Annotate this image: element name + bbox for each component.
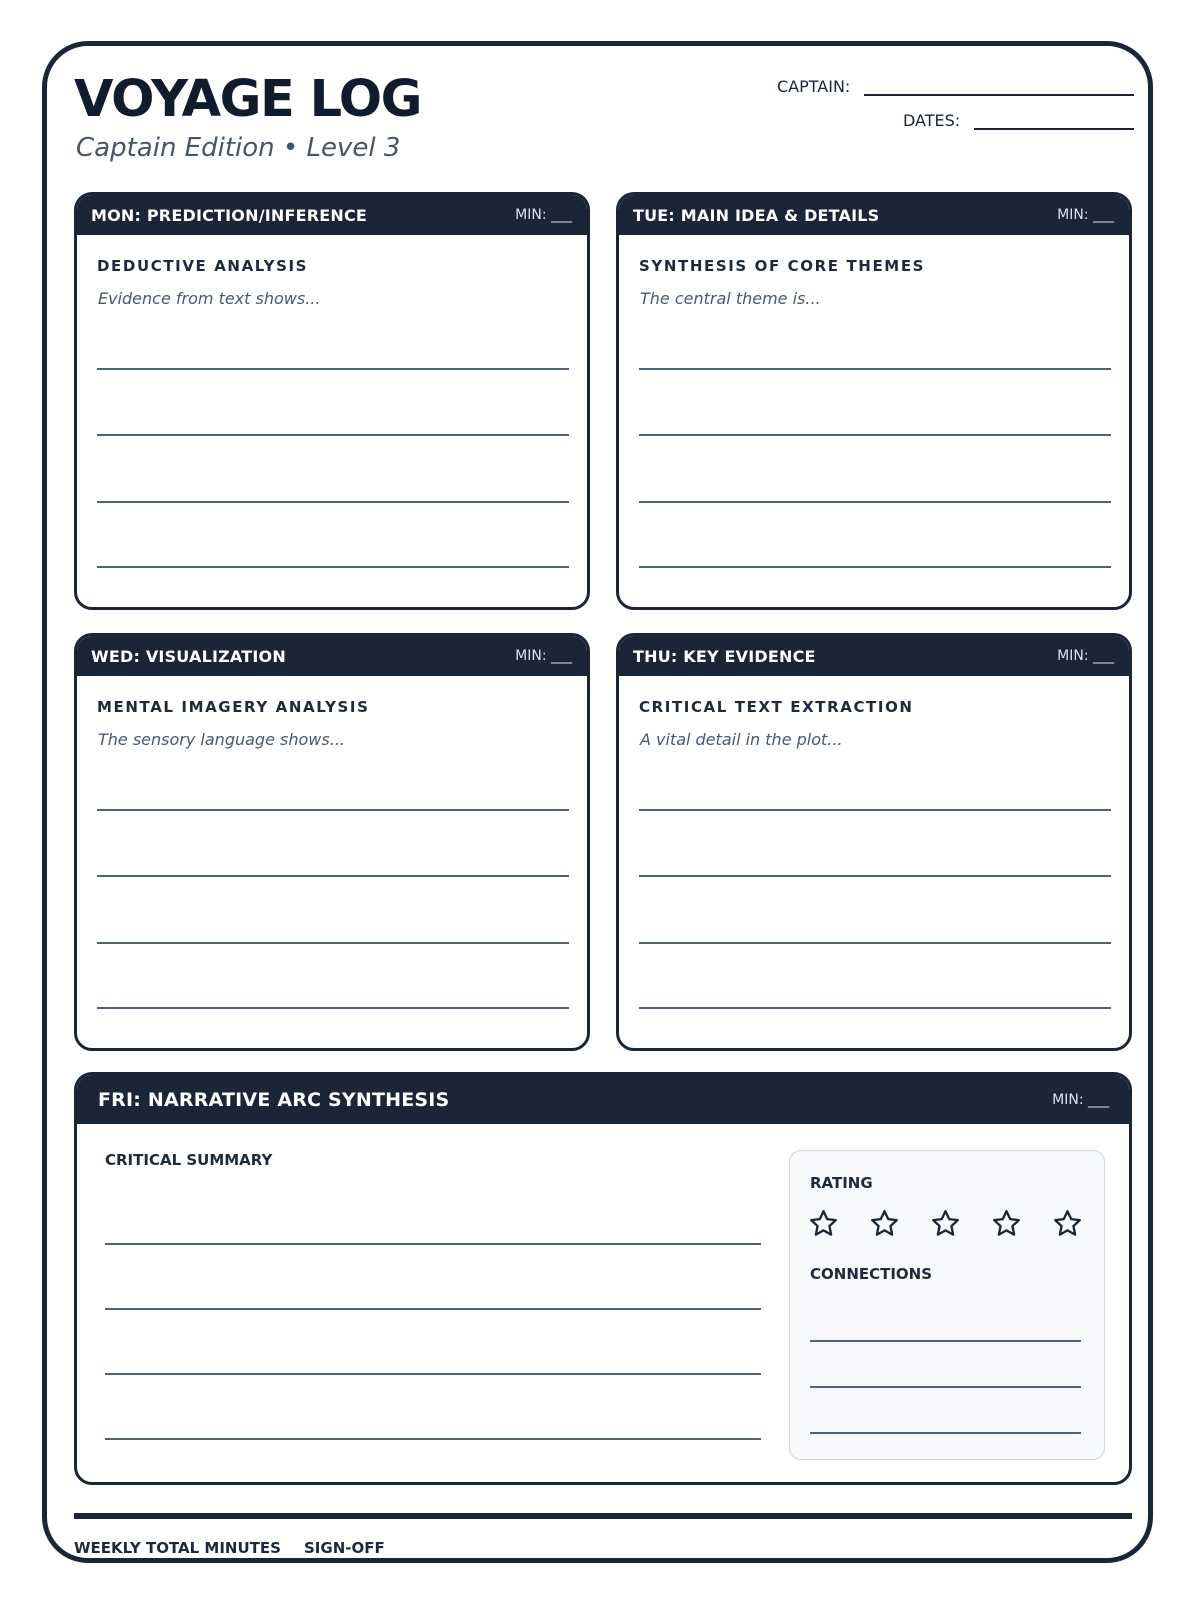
writing-line[interactable] (810, 1386, 1081, 1388)
card-title: WED: VISUALIZATION (91, 646, 286, 666)
dates-label: DATES: (903, 111, 961, 130)
star-icon[interactable] (1052, 1208, 1083, 1239)
captain-field[interactable] (777, 77, 1134, 96)
day-card-fri (74, 1072, 1132, 1485)
day-card-thu (616, 633, 1132, 1051)
card-title: MON: PREDICTION/INFERENCE (91, 205, 368, 225)
dates-field[interactable] (903, 111, 1134, 130)
card-section-label: SYNTHESIS OF CORE THEMES (639, 257, 926, 275)
rating-label: RATING (810, 1174, 873, 1192)
writing-line[interactable] (97, 368, 569, 370)
page-title: VOYAGE LOG (74, 70, 421, 129)
card-header (77, 636, 587, 676)
writing-line[interactable] (97, 566, 569, 568)
star-icon[interactable] (930, 1208, 961, 1239)
card-header (619, 636, 1129, 676)
day-card-tue (616, 192, 1132, 610)
writing-line[interactable] (810, 1432, 1081, 1434)
writing-line[interactable] (639, 501, 1111, 503)
writing-line[interactable] (105, 1243, 761, 1245)
captain-label: CAPTAIN: (777, 77, 851, 96)
summary-label: CRITICAL SUMMARY (105, 1151, 273, 1169)
writing-line[interactable] (639, 1007, 1111, 1009)
star-icon[interactable] (869, 1208, 900, 1239)
minutes-field[interactable]: MIN: ___ (1052, 1091, 1109, 1108)
writing-line[interactable] (639, 809, 1111, 811)
writing-line[interactable] (97, 1007, 569, 1009)
captain-input-line[interactable] (864, 94, 1134, 96)
card-section-label: CRITICAL TEXT EXTRACTION (639, 698, 914, 716)
writing-line[interactable] (639, 368, 1111, 370)
writing-line[interactable] (639, 942, 1111, 944)
minutes-field[interactable]: MIN: ___ (515, 207, 572, 223)
connections-label: CONNECTIONS (810, 1265, 933, 1283)
footer-divider (74, 1513, 1132, 1519)
card-prompt: A vital detail in the plot... (640, 730, 843, 749)
writing-line[interactable] (810, 1340, 1081, 1342)
dates-input-line[interactable] (974, 128, 1134, 130)
rating-panel (789, 1150, 1105, 1460)
writing-line[interactable] (105, 1438, 761, 1440)
page-subtitle: Captain Edition • Level 3 (76, 133, 401, 163)
minutes-field[interactable]: MIN: ___ (1057, 648, 1114, 664)
writing-line[interactable] (97, 501, 569, 503)
card-prompt: Evidence from text shows... (98, 289, 321, 308)
writing-line[interactable] (639, 875, 1111, 877)
card-header (619, 195, 1129, 235)
writing-line[interactable] (105, 1373, 761, 1375)
star-icon[interactable] (808, 1208, 839, 1239)
writing-line[interactable] (639, 566, 1111, 568)
writing-line[interactable] (97, 434, 569, 436)
card-title: THU: KEY EVIDENCE (633, 646, 816, 666)
rating-stars[interactable] (808, 1208, 1083, 1239)
writing-line[interactable] (105, 1308, 761, 1310)
writing-line[interactable] (97, 809, 569, 811)
writing-line[interactable] (97, 875, 569, 877)
card-title: FRI: NARRATIVE ARC SYNTHESIS (98, 1088, 450, 1111)
day-card-wed (74, 633, 590, 1051)
signoff-label: SIGN-OFF (304, 1539, 385, 1557)
card-prompt: The central theme is... (640, 289, 821, 308)
minutes-field[interactable]: MIN: ___ (1057, 207, 1114, 223)
card-header (77, 1075, 1129, 1124)
star-icon[interactable] (991, 1208, 1022, 1239)
writing-line[interactable] (97, 942, 569, 944)
writing-line[interactable] (639, 434, 1111, 436)
card-section-label: DEDUCTIVE ANALYSIS (97, 257, 309, 275)
minutes-field[interactable]: MIN: ___ (515, 648, 572, 664)
card-section-label: MENTAL IMAGERY ANALYSIS (97, 698, 370, 716)
card-header (77, 195, 587, 235)
card-title: TUE: MAIN IDEA & DETAILS (633, 205, 880, 225)
card-prompt: The sensory language shows... (98, 730, 345, 749)
weekly-total-label: WEEKLY TOTAL MINUTES (74, 1539, 281, 1557)
day-card-mon (74, 192, 590, 610)
